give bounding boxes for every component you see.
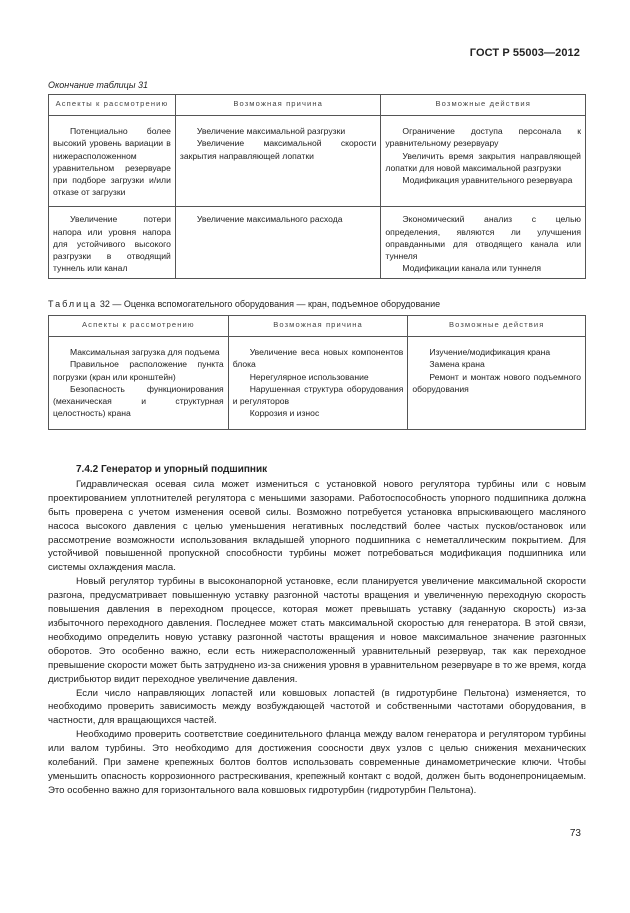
table31-aspect: Увеличение потери напора или уровня напора для устойчивого высокого разгрузки в отводящий туннель или канал: [49, 207, 176, 279]
table-row: [49, 207, 586, 279]
table31-col-causes: Возможная причина: [175, 95, 381, 116]
page-number: 73: [569, 828, 581, 839]
table32-actions: Изучение/модификация крана Замена крана Ремонт и монтаж нового подъемного оборудования: [408, 337, 586, 430]
table32: [48, 315, 586, 430]
standard-number: ГОСТ Р 55003—2012: [469, 47, 580, 59]
section-7-4-2: [48, 463, 586, 798]
table32-col-aspects: Аспекты к рассмотрению: [49, 316, 229, 337]
table32-header-row: [49, 316, 586, 337]
paragraph: Гидравлическая осевая сила может измениться с установкой нового регулятора турбины или с новым проектированием уплотнителей регулятора с меньшими зазорами. Работоспособность упорного подшипника должна быть проверена с учетом изменения осевой силы. Возможно потребуется установка впрыскивающего масляного насоса высокого давления с целью уменьшения негативных последствий более частых пусков/остановок или рассмотрение возможности использования вкладышей упорного подшипника с неметаллическим покрытием. Для устойчивой повышенной пропускной способности турбины может потребоваться модификация подшипника или системы охлаждения масла.: [48, 478, 586, 574]
paragraph: Новый регулятор турбины в высоконапорной установке, если планируется увеличение максимальной скорости разгона, предусматривает повышенную уставку разгонной частоты вращения и увеличенную переходную скорость повышения давления в переходном процессе, которая может превышать уставку (заданную скорость) из-за избыточного переходного давления. Последнее может стать максимальной скоростью для генератора. В этой связи, необходимо определить новую уставку разгонной частоты вращения и новое максимальное значение разгонных оборотов. Это особенно важно, если есть нижерасположенный уравнительный резервуар, так как переходное превышение скорости может быть затруднено из-за снижения уровня в уравнительном резервуаре в то же время, когда дистрибьютор видит переходное увеличение давления.: [48, 576, 586, 685]
table-row: [49, 337, 586, 430]
section-heading: 7.4.2 Генератор и упорный подшипник: [76, 464, 268, 475]
table31-col-aspects: Аспекты к рассмотрению: [49, 95, 176, 116]
paragraph: Необходимо проверить соответствие соединительного фланца между валом генератора и регулятором турбины или валом турбины. Это необходимо для достижения соосности двух узлов с целью снижения механических колебаний. При замене крепежных болтов болтов использовать современные динамометрические ключи. Чтобы уменьшить опасность коррозионного растрескивания, крепежный контакт с водой, должен быть водонепроницаемым. Это особенно важно для горизонтального вала ковшовых гидротурбин (гидротурбин Пельтона).: [48, 729, 586, 796]
table32-col-actions: Возможные действия: [408, 316, 586, 337]
table31-action: Экономический анализ с целью определения, являются ли улучшения оправданными для отводящего канала или туннеля Модификации канала или туннеля: [381, 207, 586, 279]
table31-caption: Окончание таблицы 31: [48, 80, 148, 90]
table32-aspects: Максимальная загрузка для подъема Правильное расположение пункта погрузки (кран или кронштейн) Безопасность функционирования (механическая и структурная целостность) крана: [49, 337, 229, 430]
table32-caption: Таблица 32 — Оценка вспомогательного оборудования — кран, подъемное оборудование: [48, 299, 441, 309]
table32-causes: Увеличение веса новых компонентов блока Нерегулярное использование Нарушенная структура оборудования и регуляторов Коррозия и износ: [228, 337, 408, 430]
paragraph: Если число направляющих лопастей или ковшовых лопастей (в гидротурбине Пельтона) изменяется, то необходимо проверить зависимость между возбуждающей частотой и собственными частотами оборудования, в частности, для вращающихся частей.: [48, 687, 586, 727]
table-row: [49, 116, 586, 207]
table31-col-actions: Возможные действия: [381, 95, 586, 116]
table31-cause: Увеличение максимальной разгрузки Увеличение максимальной скорости закрытия направляющей лопатки: [175, 116, 381, 207]
table31-action: Ограничение доступа персонала к уравнительному резервуару Увеличить время закрытия направляющей лопатки для новой максимальной разгрузки Модификация уравнительного резервуара: [381, 116, 586, 207]
table31: [48, 94, 586, 279]
table31-header-row: [49, 95, 586, 116]
table31-aspect: Потенциально более высокий уровень вариации в нижерасположенном уравнительном резервуаре при подборе загрузки и/или отказе от загрузки: [49, 116, 176, 207]
table31-cause: Увеличение максимального расхода: [175, 207, 381, 279]
table32-col-causes: Возможная причина: [228, 316, 408, 337]
